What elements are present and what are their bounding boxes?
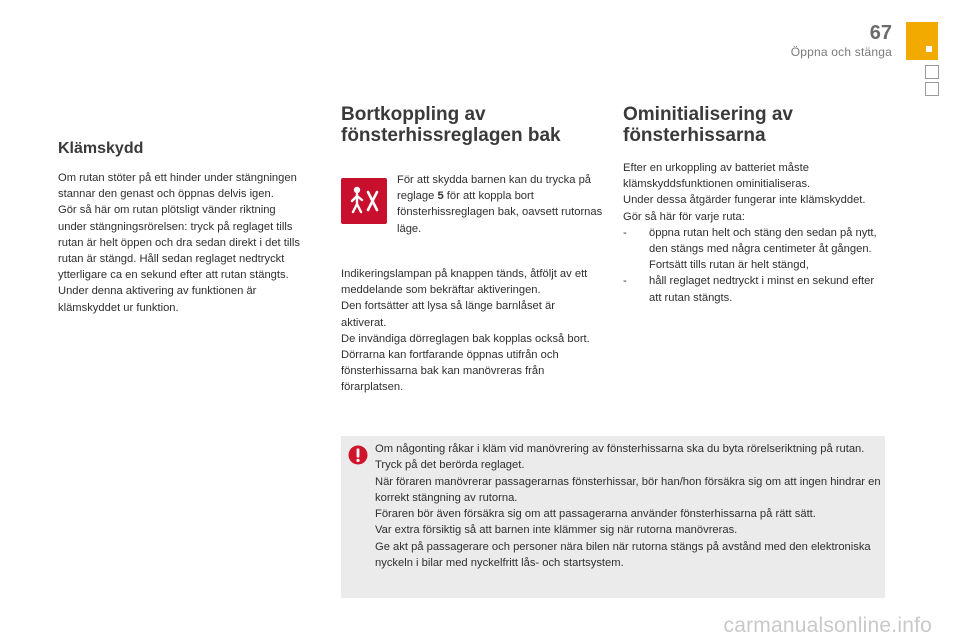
title-line: Ominitialisering av bbox=[623, 104, 793, 125]
section-body bbox=[623, 160, 885, 306]
warning-icon bbox=[348, 445, 368, 465]
step-list bbox=[623, 225, 885, 306]
paragraph: Om någonting råkar i kläm vid manövrering av fönsterhissarna ska du byta rörelseriktning på rutan. Tryck på det berörda reglaget. bbox=[375, 443, 865, 472]
chapter-tab-1[interactable] bbox=[925, 65, 939, 79]
paragraph: Gör så här om rutan plötsligt vänder riktning under stängningsrörelsen: tryck på reglaget tills rutan är helt öppen och dra sedan direkt i det tills rutan är stängd. Håll sedan reglaget nedtryckt ytterligare ca en sekund efter att rutan stängts. bbox=[58, 204, 300, 282]
section-bortkoppling bbox=[341, 104, 603, 396]
paragraph: Om rutan stöter på ett hinder under stängningen stannar den genast och öppnas delvis igen. bbox=[58, 172, 297, 201]
paragraph: Dörrarna kan fortfarande öppnas utifrån och fönsterhissarna bak kan manövreras från förarplatsen. bbox=[341, 349, 559, 394]
bullet-dash: - bbox=[623, 275, 627, 288]
icon-row bbox=[341, 172, 603, 252]
paragraph: Var extra försiktig så att barnen inte klämmer sig när rutorna manövreras. bbox=[375, 524, 738, 537]
section-title bbox=[341, 104, 603, 146]
section-title bbox=[623, 104, 885, 146]
title-line: fönsterhissarna bbox=[623, 125, 766, 146]
title-line: Bortkoppling av bbox=[341, 104, 486, 125]
list-item bbox=[623, 273, 885, 305]
section-klamskydd bbox=[58, 140, 303, 316]
bullet-dash: - bbox=[623, 226, 627, 239]
paragraph: När föraren manövrerar passagerarnas fönsterhissar, bör han/hon försäkra sig om att ingen hindrar en korrekt stängning av rutorna. bbox=[375, 475, 881, 504]
title-line: fönsterhissreglagen bak bbox=[341, 125, 561, 146]
section-body bbox=[58, 170, 303, 316]
reglage-number: 5 bbox=[437, 190, 444, 203]
paragraph: Efter en urkoppling av batteriet måste klämskyddsfunktionen ominitialiseras. bbox=[623, 162, 811, 191]
warning-box bbox=[341, 436, 885, 598]
list-item-text: håll reglaget nedtryckt i minst en sekund efter att rutan stängts. bbox=[649, 275, 875, 304]
list-item bbox=[623, 225, 885, 274]
list-item-text: öppna rutan helt och stäng den sedan på nytt, den stängs med några centimeter åt gången. Fortsätt tills rutan är helt stängd, bbox=[649, 226, 877, 272]
paragraph: Föraren bör även försäkra sig om att passagerarna använder fönsterhissarna på rätt sätt. bbox=[375, 508, 816, 521]
page-number: 67 bbox=[869, 22, 892, 44]
paragraph: Den fortsätter att lysa så länge barnlåset är aktiverat. bbox=[341, 300, 555, 329]
icon-description bbox=[397, 172, 603, 237]
paragraph: Gör så här för varje ruta: bbox=[623, 210, 745, 223]
paragraph: Under dessa åtgärder fungerar inte klämskyddet. bbox=[623, 194, 866, 207]
icon-text-pre: För att skydda barnen kan du trycka på reglage bbox=[397, 174, 592, 203]
chapter-tab-2[interactable] bbox=[925, 82, 939, 96]
chapter-title: Öppna och stänga bbox=[790, 45, 892, 59]
icon-text-post: för att koppla bort fönsterhissreglagen bak, oavsett rutornas läge. bbox=[397, 190, 603, 235]
child-lock-icon bbox=[341, 178, 387, 224]
paragraph: De invändiga dörreglagen bak kopplas också bort. bbox=[341, 332, 590, 345]
warning-text bbox=[375, 441, 881, 571]
watermark: carmanualsonline.info bbox=[723, 614, 932, 637]
paragraph: Under denna aktivering av funktionen är klämskyddet ur funktion. bbox=[58, 285, 257, 314]
section-title: Klämskydd bbox=[58, 140, 144, 157]
section-body bbox=[341, 266, 603, 396]
section-ominitialisering bbox=[623, 104, 885, 306]
paragraph: Indikeringslampan på knappen tänds, åtföljt av ett meddelande som bekräftar aktiveringen. bbox=[341, 268, 588, 297]
paragraph: Ge akt på passagerare och personer nära bilen när rutorna stängs på avstånd med den elektroniska nyckeln i bilar med nyckelfritt lås- och startsystem. bbox=[375, 540, 871, 570]
chapter-tab-active[interactable] bbox=[906, 22, 938, 60]
